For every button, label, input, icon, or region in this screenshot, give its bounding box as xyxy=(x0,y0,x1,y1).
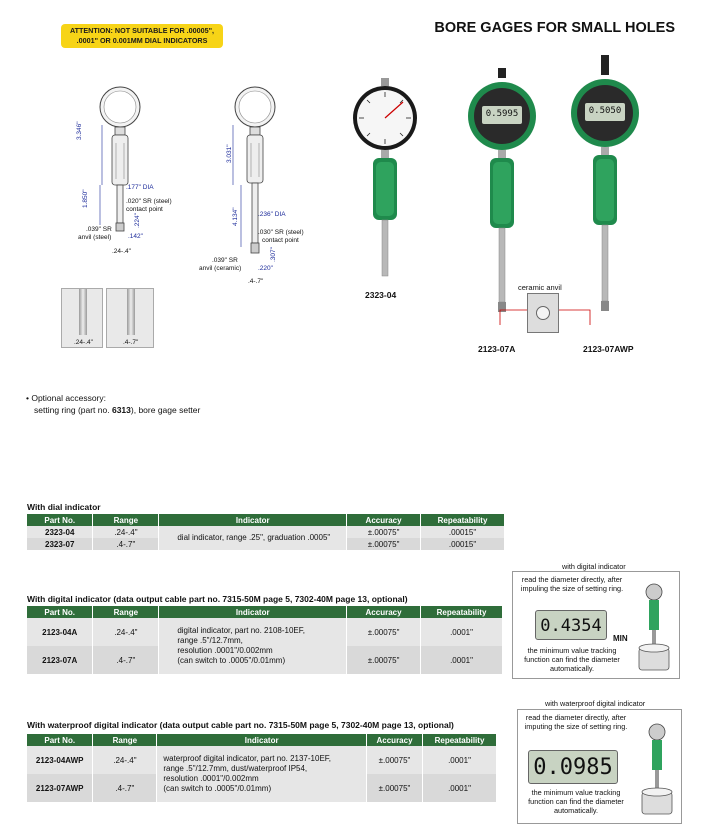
dim-contact-2: contact point xyxy=(262,237,299,244)
dim-anvil-sr-2: .039" SR xyxy=(212,257,238,264)
cell-range: .4-.7" xyxy=(93,646,159,674)
product-label-2123-07a: 2123-07A xyxy=(478,344,516,354)
photo-label-1: .24-.4" xyxy=(74,339,93,346)
page-title: BORE GAGES FOR SMALL HOLES xyxy=(434,20,675,36)
col-accuracy: Accuracy xyxy=(367,734,423,746)
dial-table xyxy=(27,514,505,550)
indicator-line-1: digital indicator, part no. 2108-10EF, xyxy=(177,626,305,635)
accessory-text-prefix: setting ring (part no. xyxy=(34,405,112,415)
waterproof-note-caption: with waterproof digital indicator xyxy=(545,699,646,708)
cell-range: .24-.4" xyxy=(93,746,157,774)
col-indicator: Indicator xyxy=(157,734,367,746)
col-range: Range xyxy=(93,514,159,526)
dim-anvil-2: anvil (ceramic) xyxy=(199,265,242,272)
cell-accuracy: ±.00075" xyxy=(347,646,421,674)
indicator-line-2: range .5"/12.7mm, dust/waterproof IP54, xyxy=(163,764,308,773)
cell-repeatability: .0001" xyxy=(421,618,503,646)
dim-sr-2: .030" SR (steel) xyxy=(258,229,304,236)
dim-d2: .142" xyxy=(128,233,143,240)
indicator-line-1: waterproof digital indicator, part no. 2137-10EF, xyxy=(163,754,331,763)
waterproof-note-bottom: the minimum value tracking function can find the diameter automatically. xyxy=(528,788,624,815)
cell-accuracy: ±.00075" xyxy=(367,774,423,802)
cell-part: 2123-04AWP xyxy=(27,746,93,774)
cell-accuracy: ±.00075" xyxy=(347,526,421,538)
attention-badge: ATTENTION: NOT SUITABLE FOR .00005", .0001" OR 0.001MM DIAL INDICATORS xyxy=(61,24,223,48)
col-part: Part No. xyxy=(27,734,93,746)
waterproof-note-lcd: 0.0985 xyxy=(528,750,618,784)
lcd-2123-07a: 0.5995 xyxy=(485,109,519,119)
cell-repeatability: .00015" xyxy=(421,538,505,550)
cell-repeatability: .0001" xyxy=(423,774,497,802)
photo-label-2: .4-.7" xyxy=(123,339,139,346)
accessory-part: 6313 xyxy=(111,405,131,415)
dim-dia-2: .236" DIA xyxy=(258,211,286,218)
indicator-line-4: (can switch to .0005"/0.01mm) xyxy=(177,656,286,665)
dim-length-3: 3.031" xyxy=(226,144,233,163)
col-repeatability: Repeatability xyxy=(421,514,505,526)
accessory-text-suffix: ), bore gage setter xyxy=(130,405,201,415)
cell-repeatability: .0001" xyxy=(423,746,497,774)
dim-contact: contact point xyxy=(126,206,163,213)
dim-range-2: .4-.7" xyxy=(248,278,264,285)
cell-accuracy: ±.00075" xyxy=(347,618,421,646)
accessory-title: Optional accessory: xyxy=(31,393,106,403)
dim-d1: .224" xyxy=(134,213,141,228)
cell-part: 2123-07A xyxy=(27,646,93,674)
digital-note-box xyxy=(512,571,680,679)
waterproof-note-top: read the diameter directly, after imputing the size of setting ring. xyxy=(524,713,628,731)
ceramic-anvil-label: ceramic anvil xyxy=(518,283,562,292)
col-repeatability: Repeatability xyxy=(421,606,503,618)
col-part: Part No. xyxy=(27,514,93,526)
product-label-2323-04: 2323-04 xyxy=(365,290,397,300)
digital-table-title: With digital indicator (data output cable part no. 7315-50M page 5, 7302-40M page 13, optional) xyxy=(27,594,408,604)
col-indicator: Indicator xyxy=(159,514,347,526)
indicator-line-2: range .5"/12.7mm, xyxy=(177,636,243,645)
waterproof-table-title: With waterproof digital indicator (data output cable part no. 7315-50M page 5, 7302-40M page 13, optional) xyxy=(27,720,454,730)
digital-note-bottom: the minimum value tracking function can find the diameter automatically. xyxy=(524,646,620,673)
ceramic-anvil-leader xyxy=(480,300,610,330)
cell-part: 2323-07 xyxy=(27,538,93,550)
cell-indicator xyxy=(157,746,367,802)
waterproof-table xyxy=(27,734,497,802)
digital-note-caption: with digital indicator xyxy=(562,562,626,571)
dim-length-4: 4.134" xyxy=(232,207,239,226)
dim-dia: .177" DIA xyxy=(126,184,154,191)
indicator-line-3: resolution .0001"/0.002mm xyxy=(177,646,273,655)
digital-note-lcd: 0.4354 xyxy=(535,610,607,640)
dial-gage-image xyxy=(345,78,425,288)
accessory-note: • Optional accessory: setting ring (part no. 6313), bore gage setter xyxy=(26,393,201,415)
product-label-2123-07awp: 2123-07AWP xyxy=(583,344,634,354)
anvil-photo-1 xyxy=(61,288,103,348)
gage-in-ring-icon xyxy=(631,580,677,674)
cell-range: .4-.7" xyxy=(93,774,157,802)
digital-table xyxy=(27,606,503,674)
dim-d3: .307" xyxy=(270,247,277,262)
waterproof-note-box xyxy=(517,709,682,824)
table-row xyxy=(27,526,505,538)
cell-range: .4-.7" xyxy=(93,538,159,550)
dim-length-2: 1.850" xyxy=(82,189,89,208)
digital-note-min: MIN xyxy=(613,634,628,643)
table-row xyxy=(27,746,497,774)
col-part: Part No. xyxy=(27,606,93,618)
cell-repeatability: .0001" xyxy=(421,646,503,674)
cell-accuracy: ±.00075" xyxy=(347,538,421,550)
indicator-line-4: (can switch to .0005"/0.01mm) xyxy=(163,784,272,793)
col-indicator: Indicator xyxy=(159,606,347,618)
table-row xyxy=(27,618,503,646)
dim-anvil: anvil (steel) xyxy=(78,234,112,241)
col-accuracy: Accuracy xyxy=(347,514,421,526)
cell-repeatability: .00015" xyxy=(421,526,505,538)
gage-in-ring-icon xyxy=(634,720,680,818)
cell-accuracy: ±.00075" xyxy=(367,746,423,774)
dim-length-1: 3.346" xyxy=(76,121,83,140)
dim-d4: .220" xyxy=(258,265,273,272)
col-repeatability: Repeatability xyxy=(423,734,497,746)
cell-range: .24-.4" xyxy=(93,526,159,538)
lcd-2123-07awp: 0.5050 xyxy=(588,106,622,116)
cell-range: .24-.4" xyxy=(93,618,159,646)
dim-anvil-sr: .039" SR xyxy=(86,226,112,233)
col-accuracy: Accuracy xyxy=(347,606,421,618)
col-range: Range xyxy=(93,606,159,618)
cell-indicator xyxy=(159,618,347,674)
cell-part: 2123-07AWP xyxy=(27,774,93,802)
bore-gage-drawing-2 xyxy=(205,85,305,280)
indicator-line-3: resolution .0001"/0.002mm xyxy=(163,774,259,783)
dim-sr: .020" SR (steel) xyxy=(126,198,172,205)
waterproof-gage-image xyxy=(565,55,645,330)
cell-part: 2123-04A xyxy=(27,618,93,646)
anvil-photo-2 xyxy=(106,288,154,348)
dial-table-title: With dial indicator xyxy=(27,502,101,512)
col-range: Range xyxy=(93,734,157,746)
cell-indicator: dial indicator, range .25", graduation .0005" xyxy=(159,526,347,550)
digital-note-top: read the diameter directly, after impuling the size of setting ring. xyxy=(520,575,624,593)
cell-part: 2323-04 xyxy=(27,526,93,538)
dim-range-1: .24-.4" xyxy=(112,248,131,255)
